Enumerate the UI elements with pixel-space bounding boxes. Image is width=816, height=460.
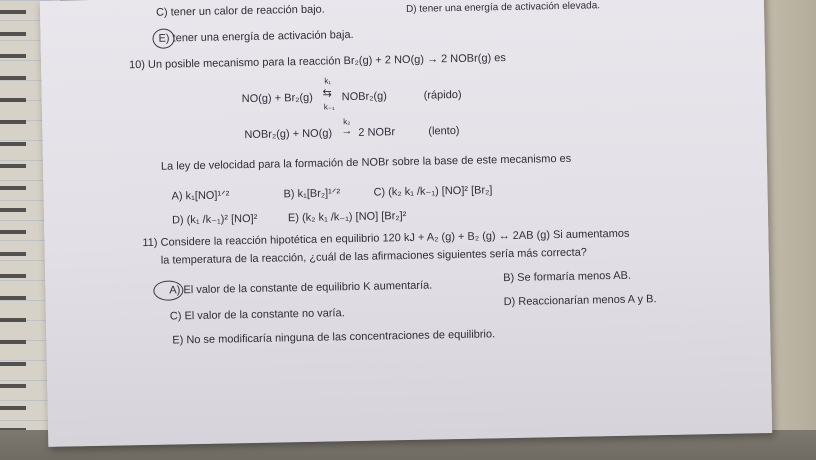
q11-option-a: A) El valor de la constante de equilibrio K aumentaría. [169, 279, 433, 297]
q10-step1-product: NOBr₂(g) [341, 90, 388, 104]
q11-option-b: B) Se formaría menos AB. [503, 269, 632, 285]
q10-step2-k: k₂ [343, 117, 351, 127]
exam-sheet [40, 0, 772, 447]
q10-option-b: B) k₁[Br₂]¹ᐟ² [283, 187, 341, 201]
q10-option-e: E) (k₂ k₁ /k₋₁) [NO] [Br₂]² [287, 209, 407, 225]
q10-step1-arrow: ⇆ [322, 87, 332, 100]
q10-option-c: C) (k₂ k₁ /k₋₁) [NO]² [Br₂] [373, 184, 493, 199]
q10-step2-reactants: NOBr₂(g) + NO(g) [244, 127, 333, 142]
q11-option-e: E) No se modificaría ninguna de las concentraciones de equilibrio. [172, 328, 496, 347]
q11-statement: 11) Considere la reacción hipotética en equilibrio 120 kJ + A₂ (g) + B₂ (g) ↔ 2AB (g) Si aumentamos [142, 227, 630, 250]
q10-step1-reactants: NO(g) + Br₂(g) [241, 91, 314, 106]
q9-option-d: D) tener una energía de activación elevada. [405, 0, 601, 15]
q10-option-a: A) k₁[NO]¹ᐟ² [171, 189, 230, 203]
q10-step1-k-forward: k₁ [324, 76, 332, 86]
q10-question: La ley de velocidad para la formación de NOBr sobre la base de este mecanismo es [160, 152, 572, 173]
q11-option-c: C) El valor de la constante no varía. [169, 307, 345, 323]
q10-step2-product: 2 NOBr [358, 126, 396, 139]
notebook-spiral [0, 0, 26, 460]
q10-step2-arrow: → [341, 125, 353, 138]
q9-option-c: C) tener un calor de reacción bajo. [155, 3, 325, 19]
q11-question: la temperatura de la reacción, ¿cuál de las afirmaciones siguientes sería más correcta? [160, 246, 587, 267]
q10-step2-note: (lento) [428, 124, 460, 138]
q9-option-e: E) tener una energía de activación baja. [158, 28, 354, 45]
q10-option-d: D) (k₁ /k₋₁)² [NO]² [171, 212, 258, 227]
q10-step1-k-reverse: k₋₁ [323, 102, 335, 112]
q11-option-d: D) Reaccionarían menos A y B. [503, 293, 657, 309]
q10-title: 10) Un posible mecanismo para la reacción Br₂(g) + 2 NO(g) → 2 NOBr(g) es [128, 52, 506, 72]
q10-step1-note: (rápido) [423, 88, 462, 102]
